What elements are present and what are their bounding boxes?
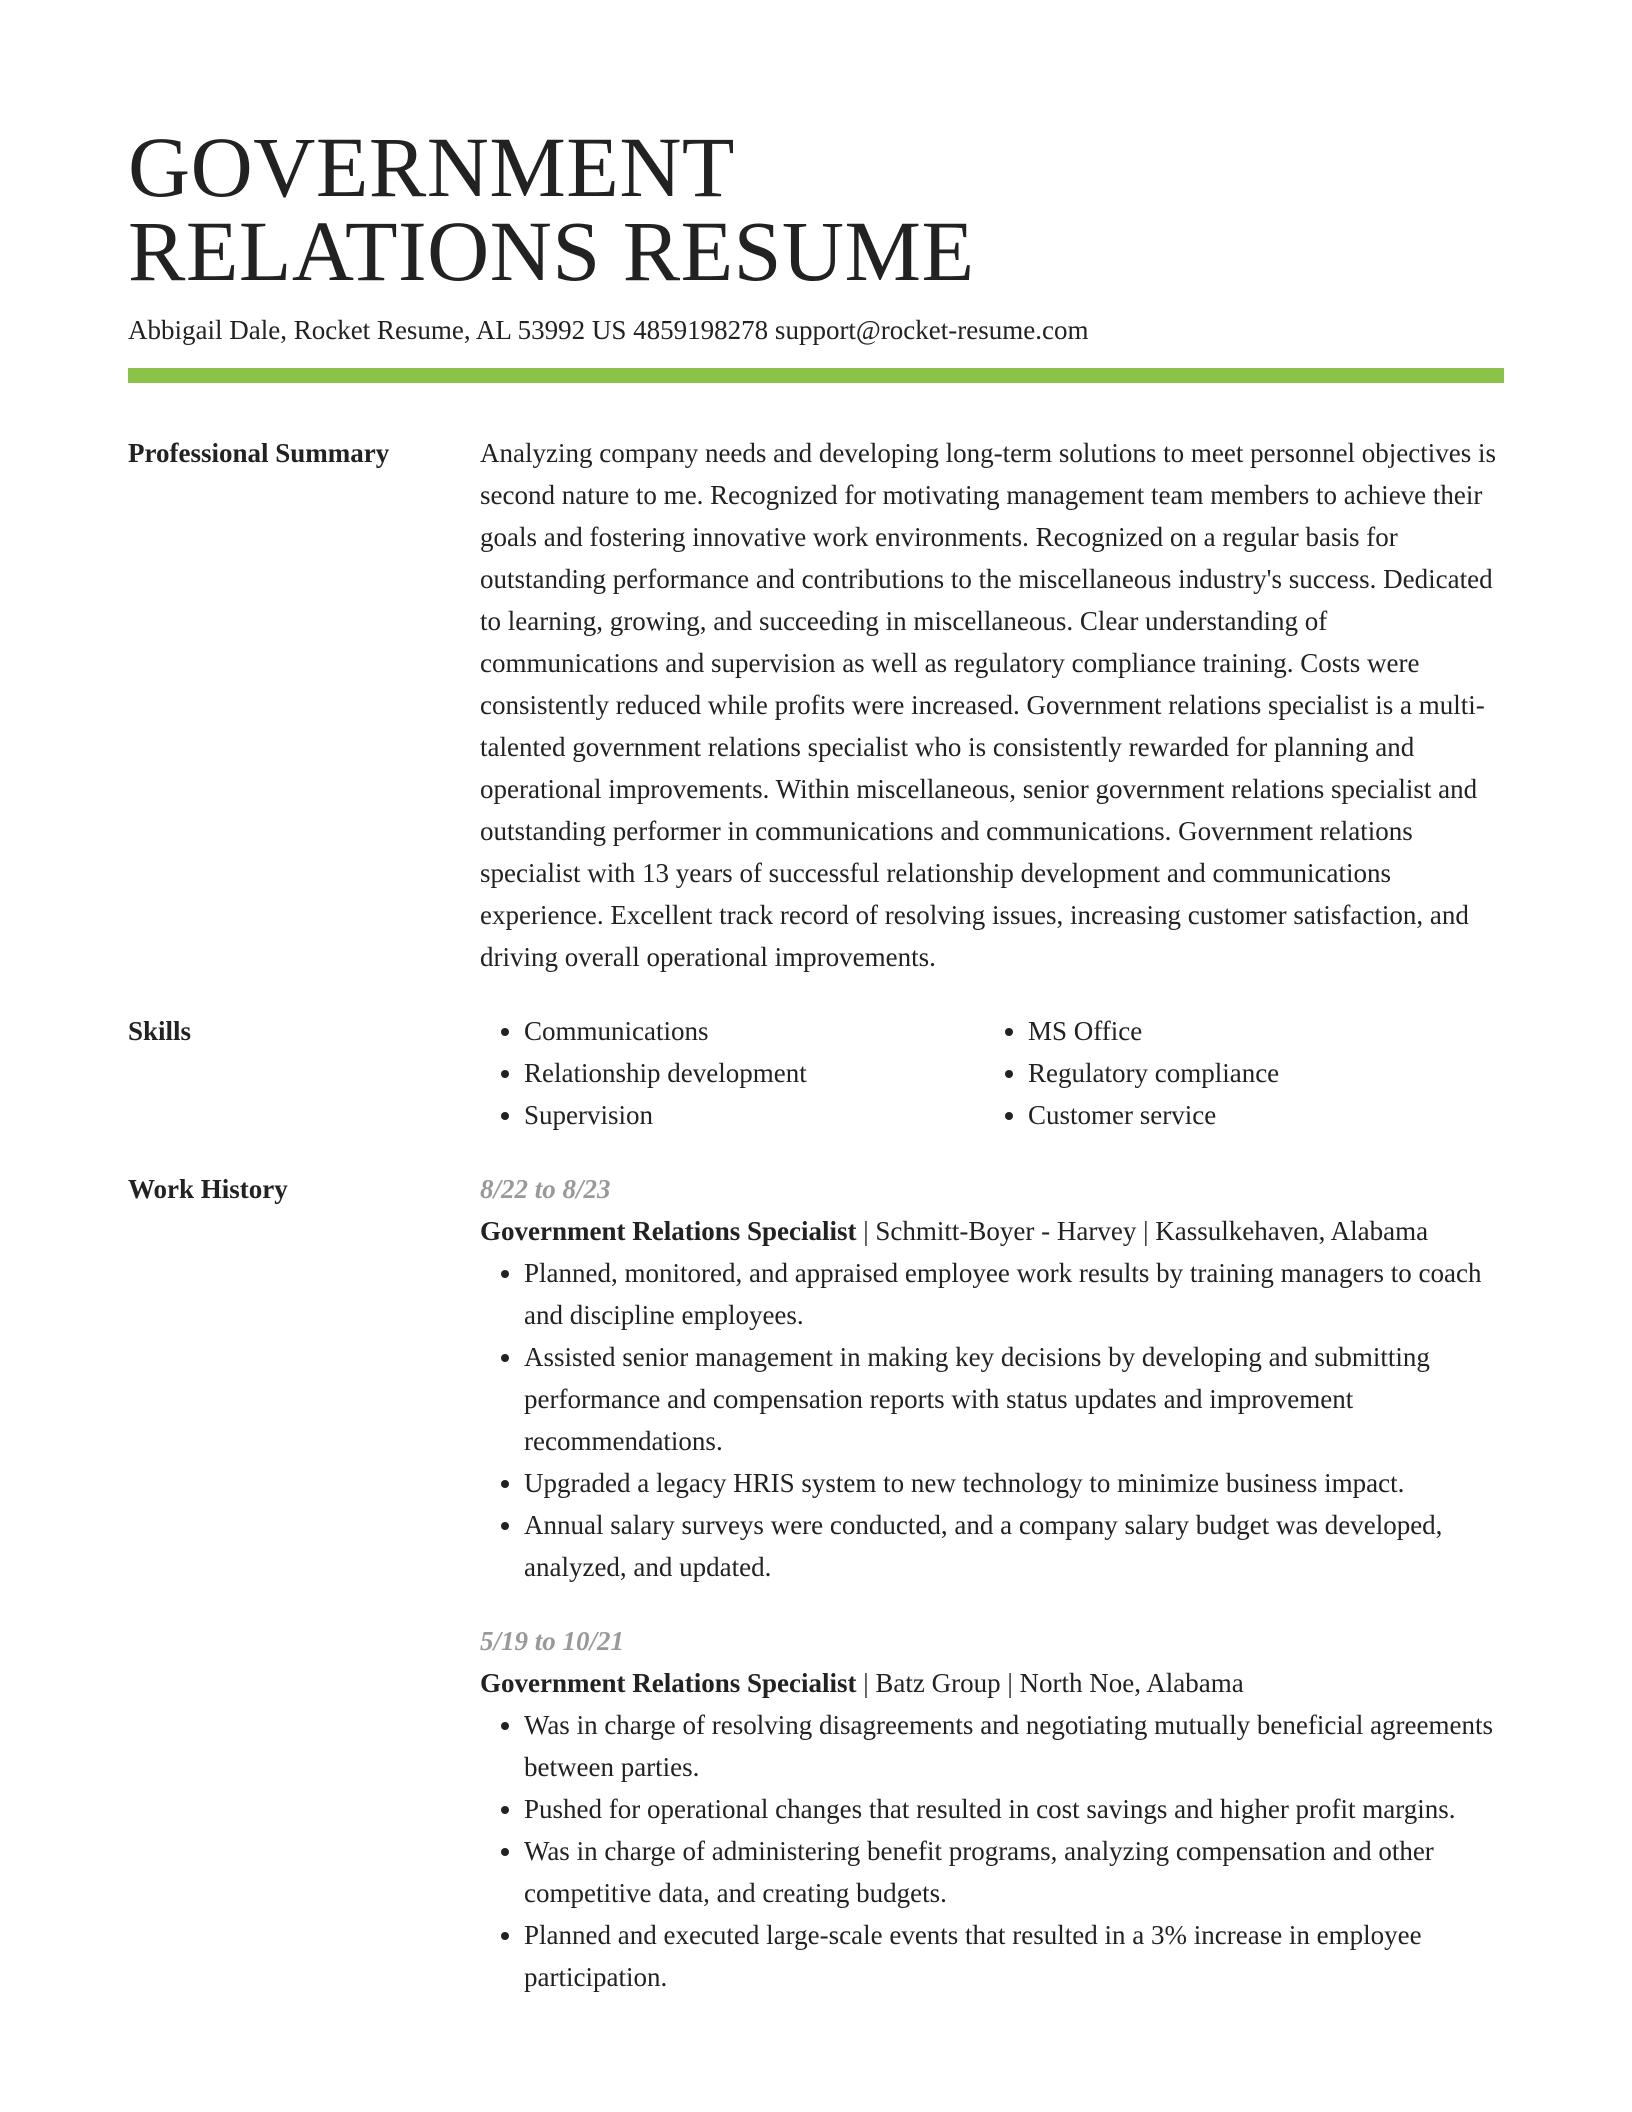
resume-title (128, 119, 1504, 299)
job-bullet: • Annual salary surveys were conducted, and a company salary budget was developed, analyzed, and updated. (524, 1504, 1504, 1588)
job-bullet: • Planned, monitored, and appraised employee work results by training managers to coach and discipline employees. (524, 1252, 1504, 1336)
work-history-body (480, 1168, 1504, 1998)
title-line-2: RELATIONS RESUME (128, 203, 975, 299)
accent-divider (128, 368, 1504, 383)
skill-item: • Communications (524, 1010, 984, 1052)
job-bullet: • Was in charge of administering benefit programs, analyzing compensation and other competitive data, and creating budgets. (524, 1830, 1504, 1914)
job-dates: 8/22 to 8/23 (480, 1174, 611, 1204)
job-bullet: • Pushed for operational changes that resulted in cost savings and higher profit margins. (524, 1788, 1504, 1830)
work-history-section (128, 1168, 1504, 1998)
section-label-work-history: Work History (128, 1174, 288, 1204)
job-heading (480, 1210, 1504, 1252)
job-bullet: • Upgraded a legacy HRIS system to new technology to minimize business impact. (524, 1462, 1504, 1504)
skill-item: • Customer service (1028, 1094, 1488, 1136)
job-details: | Batz Group | North Noe, Alabama (856, 1668, 1244, 1698)
job-bullet-list (480, 1252, 1504, 1588)
professional-summary-section (128, 432, 1504, 978)
job-bullet-list (480, 1704, 1504, 1998)
job-entry (480, 1620, 1504, 1998)
title-line-1: GOVERNMENT (128, 119, 735, 215)
skills-list-column-1 (480, 1010, 984, 1136)
skill-item: • Relationship development (524, 1052, 984, 1094)
job-dates: 5/19 to 10/21 (480, 1626, 625, 1656)
contact-line: Abbigail Dale, Rocket Resume, AL 53992 US 4859198278 support@rocket-resume.com (128, 315, 1089, 345)
job-entry (480, 1168, 1504, 1588)
summary-body (480, 432, 1504, 978)
job-bullet: • Was in charge of resolving disagreements and negotiating mutually beneficial agreements between parties. (524, 1704, 1504, 1788)
job-details: | Schmitt-Boyer - Harvey | Kassulkehaven, Alabama (856, 1216, 1429, 1246)
section-label-summary: Professional Summary (128, 438, 390, 468)
skill-item: • Regulatory compliance (1028, 1052, 1488, 1094)
job-bullet: • Assisted senior management in making key decisions by developing and submitting performance and compensation reports with status updates and improvement recommendations. (524, 1336, 1504, 1462)
skills-body (480, 1010, 1504, 1136)
summary-text: Analyzing company needs and developing long-term solutions to meet personnel objectives is second nature to me. Recognized for motivating management team members to achieve their goals and fostering innovative work environments. Recognized on a regular basis for outstanding performance and contributions to the miscellaneous industry's success. Dedicated to learning, growing, and succeeding in miscellaneous. Clear understanding of communications and supervision as well as regulatory compliance training. Costs were consistently reduced while profits were increased. Government relations specialist is a multi-talented government relations specialist who is consistently rewarded for planning and operational improvements. Within miscellaneous, senior government relations specialist and outstanding performer in communications and communications. Government relations specialist with 13 years of successful relationship development and communications experience. Excellent track record of resolving issues, increasing customer satisfaction, and driving overall operational improvements. (480, 438, 1497, 972)
resume-page (128, 119, 1504, 1998)
job-bullet: • Planned and executed large-scale events that resulted in a 3% increase in employee participation. (524, 1914, 1504, 1998)
skills-section (128, 1010, 1504, 1136)
skills-list-column-2 (984, 1010, 1488, 1136)
job-title: Government Relations Specialist (480, 1668, 857, 1698)
skill-item: • MS Office (1028, 1010, 1488, 1052)
job-heading (480, 1662, 1504, 1704)
section-label-skills: Skills (128, 1016, 192, 1046)
skill-item: • Supervision (524, 1094, 984, 1136)
job-title: Government Relations Specialist (480, 1216, 857, 1246)
